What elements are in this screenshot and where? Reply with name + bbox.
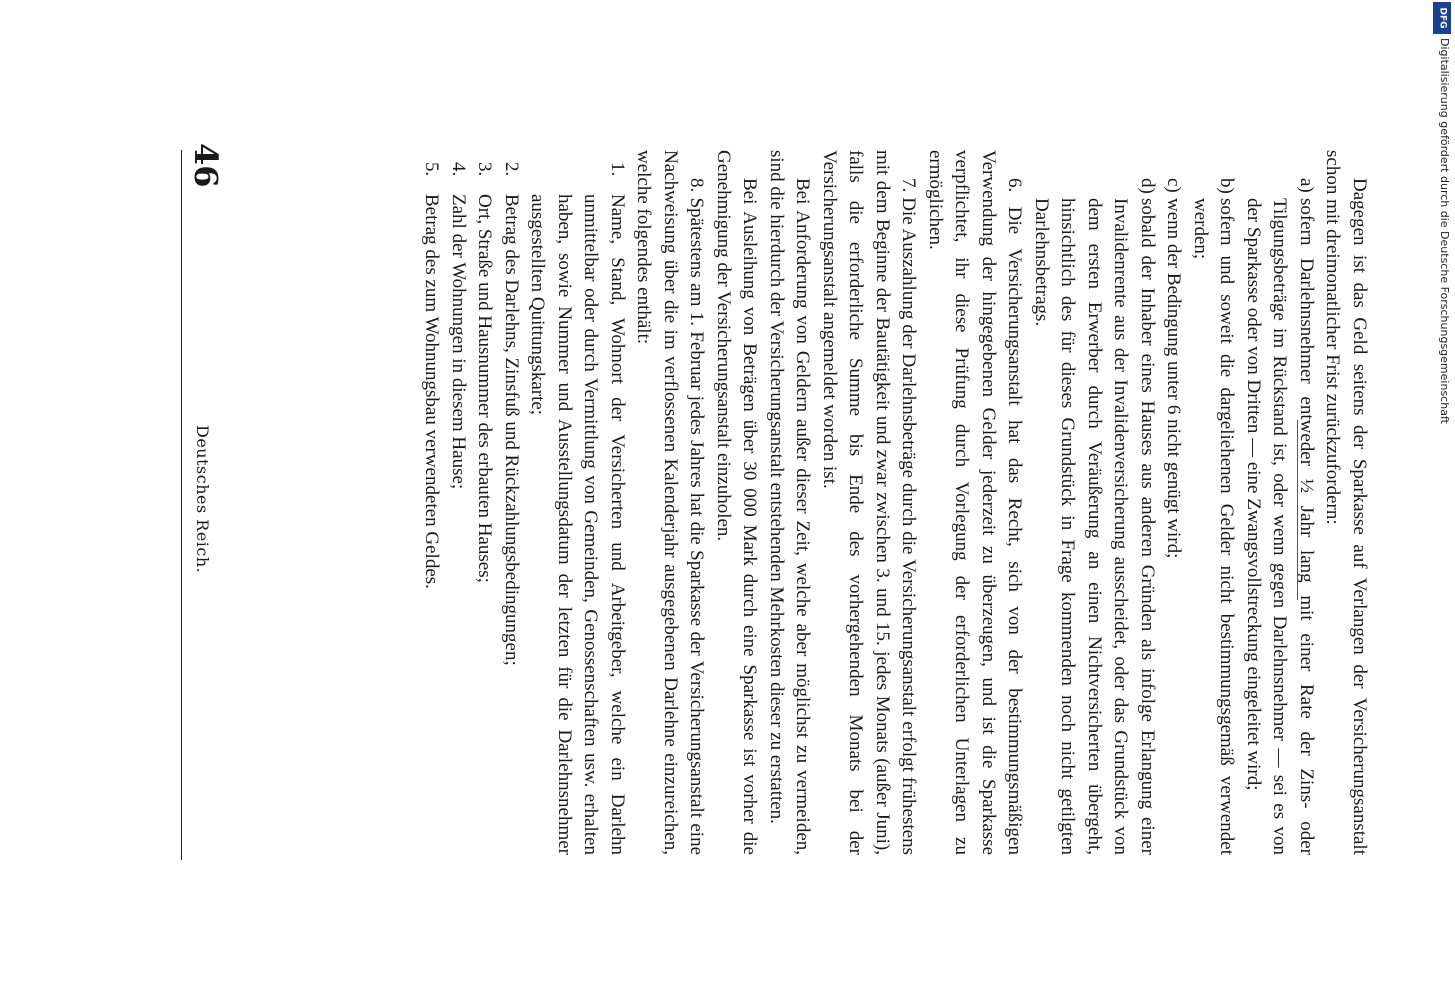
list-marker: c) bbox=[1163, 178, 1185, 193]
numbered-marker: 2. bbox=[501, 162, 522, 177]
list-marker: d) bbox=[1137, 178, 1158, 194]
numbered-item bbox=[418, 150, 445, 855]
intro-paragraph: Dagegen ist das Geld seitens der Sparkasse auf Verlangen der Versicherungsanstalt schon mit dreimonatlicher Frist zurückzufordern: bbox=[1322, 150, 1370, 855]
page-number: 46 bbox=[187, 143, 225, 188]
numbered-marker: 1. bbox=[607, 162, 628, 177]
list-item-text: sobald der Inhaber eines Hauses aus anderen Gründen als infolge Erlangung einer Invalidenrente aus der Invalidenversicherung ausscheidet, oder das Grundstück von dem ersten Erwerber durch Veräußerung an einen Nichtversicherten übergeht, hinsichtlich des für dieses Grundstück in Frage kommenden noch nicht getilgten Darlehnsbetrags. bbox=[1031, 198, 1158, 855]
numbered-item-text: Betrag des zum Wohnungsbau verwendeten Geldes. bbox=[421, 194, 443, 589]
header-rule bbox=[181, 150, 182, 860]
list-item-text: sofern und soweit die dargeliehenen Gelder nicht bestimmungsgemäß verwendet werden; bbox=[1190, 198, 1238, 855]
numbered-item bbox=[498, 150, 525, 855]
numbered-marker: 4. bbox=[448, 162, 469, 177]
list-marker: a) bbox=[1296, 178, 1317, 193]
paragraph-7b: Bei Anforderung von Geldern außer dieser Zeit, welche aber möglichst zu vermeiden, sind die hierdurch der Versicherungsanstalt entstehenden Mehrkosten dieser zu erstatten. bbox=[766, 150, 814, 855]
numbered-item-text: Betrag des Darlehns, Zinsfuß und Rückzahlungsbedingungen; bbox=[501, 194, 522, 666]
numbered-item-text: Ort, Straße und Hausnummer des erbauten Hauses; bbox=[474, 194, 496, 583]
running-head: Deutsches Reich. bbox=[193, 425, 212, 574]
list-item bbox=[1028, 150, 1161, 855]
numbered-item-text: Zahl der Wohnungen in diesem Hause; bbox=[448, 194, 469, 490]
list-item bbox=[1187, 150, 1240, 855]
rotated-page bbox=[72, 0, 1372, 1000]
list-item-text: wenn der Bedingung unter 6 nicht genügt wird; bbox=[1163, 198, 1185, 559]
numbered-item bbox=[471, 150, 498, 855]
paragraph-8: 8. Spätestens am 1. Februar jedes Jahres hat die Sparkasse der Versicherungsanstalt eine Nachweisung über die im verflossenen Kalenderjahr ausgegebenen Darlehne einzureichen, welche folgendes enthält: bbox=[633, 150, 708, 855]
paragraph-7: 7. Die Auszahlung der Darlehnsbeträge durch die Versicherungsanstalt erfolgt frühestens mit dem Beginne der Bautätigkeit und zwar zwischen 3. und 15. jedes Monats (außer Juni), falls die erforderliche Summe bis Ende des vorhergehenden Monats bei der Versicherungsanstalt angemeldet worden ist. bbox=[819, 150, 920, 855]
digitization-credit bbox=[1431, 0, 1453, 424]
numbered-item-text: Name, Stand, Wohnort der Versicherten und Arbeitgeber, welche ein Darlehn unmittelbar oder durch Vermittlung von Gemeinden, Genossenschaften usw. erhalten haben, sowie Nummer und Ausstellungsdatum der letzten für die Darlehnsnehmer ausgestellten Quittungskarte; bbox=[527, 194, 628, 855]
paragraph-7c: Bei Ausleihung von Beträgen über 30 000 Mark durch eine Sparkasse ist vorher die Genehmigung der Versicherungsanstalt einzuholen. bbox=[713, 150, 761, 855]
list-marker: b) bbox=[1216, 178, 1238, 194]
numbered-marker: 3. bbox=[474, 162, 496, 177]
paragraph-6: 6. Die Versicherungsanstalt hat das Recht, sich von der bestimmungsmäßigen Verwendung der hingegebenen Gelder jederzeit zu überzeugen, und ist die Sparkasse verpflichtet, ihr diese Prüfung durch Vorlegung der erforderlichen Unterlagen zu ermöglichen. bbox=[925, 150, 1026, 855]
credit-text: Digitalisierung gefördert durch die Deutsche Forschungsgemeinschaft bbox=[1438, 38, 1451, 424]
dfg-logo-icon: DFG bbox=[1433, 2, 1451, 34]
text-block bbox=[222, 150, 1372, 855]
numbered-item bbox=[524, 150, 630, 855]
page-header bbox=[162, 0, 225, 1000]
list-item-text: sofern Darlehnsnehmer entweder ½ Jahr lang mit einer Rate der Zins- oder Tilgungsbeträge im Rückstand ist, oder wenn gegen Darlehnsnehmer — sei es von der Sparkasse oder von Dritten — eine Zwangsvollstreckung eingeleitet wird; bbox=[1243, 198, 1317, 855]
numbered-marker: 5. bbox=[421, 162, 443, 177]
end-rule bbox=[1297, 420, 1298, 600]
list-item bbox=[1240, 150, 1320, 855]
list-item bbox=[1160, 150, 1187, 855]
numbered-item bbox=[445, 150, 472, 855]
